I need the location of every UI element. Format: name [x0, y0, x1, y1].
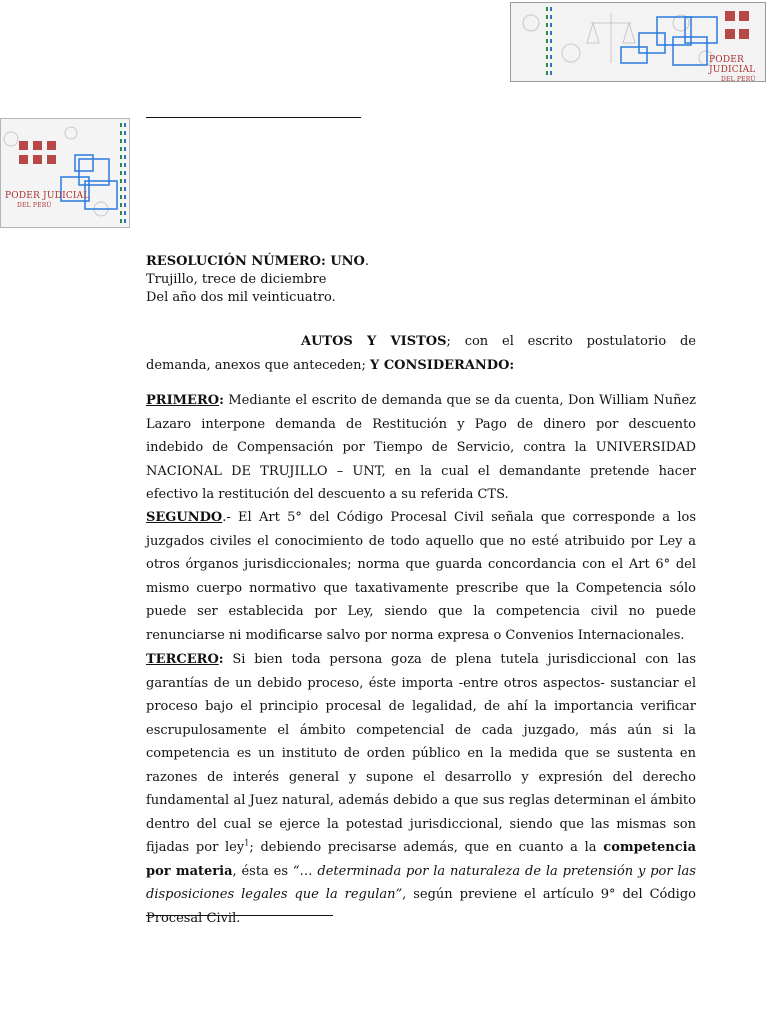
header-rule: [146, 117, 361, 118]
segundo-paragraph: SEGUNDO.- El Art 5° del Código Procesal Civil señala que corresponde a los juzgados civiles el conocimiento de todo aquello que no esté atribuido por Ley a otros órganos jurisdiccionales; norma que guarda concordancia con el Art 6° del mismo cuerpo normativo que taxativamente prescribe que la Competencia sólo puede ser establecida por Ley, siendo que la competencia civil no puede renunciarse ni modificarse salvo por norma expresa o Convenios Internacionales.: [146, 510, 696, 643]
place-date: Trujillo, trece de diciembre: [146, 272, 327, 287]
quote-text: “… determinada por la naturaleza de la pretensión y por las disposiciones legales que la regulan”: [146, 863, 696, 902]
footnote-reference: 1: [244, 838, 250, 848]
primero-paragraph: PRIMERO: Mediante el escrito de demanda que se da cuenta, Don William Nuñez Lazaro interpone demanda de Restitución y Pago de dinero por descuento indebido de Compensación por Tiempo de Servicio, contra la UNIVERSIDAD NACIONAL DE TRUJILLO – UNT, en la cual el demandante pretende hacer efectivo la restitución del descuento a su referida CTS.: [146, 393, 696, 502]
logo-line1: PODER JUDICIAL: [709, 55, 756, 75]
footnote-separator: [146, 915, 333, 916]
logo-line2: DEL PERÚ: [17, 202, 52, 209]
autos-y-vistos-paragraph: AUTOS Y VISTOS; con el escrito postulatorio de demanda, anexos que anteceden; Y CONSIDERANDO:: [146, 334, 696, 373]
poder-judicial-logo-top: [510, 2, 766, 82]
primero-label: PRIMERO: [146, 393, 220, 408]
logo-line2: DEL PERÚ: [721, 76, 756, 83]
logo-text: [709, 55, 765, 85]
poder-judicial-logo-left: [0, 118, 130, 228]
competencia-por-materia: competencia por materia: [146, 840, 696, 879]
logo-line1: PODER JUDICIAL: [5, 191, 90, 201]
autos-lead: AUTOS Y VISTOS: [301, 334, 447, 349]
tercero-paragraph: TERCERO: Si bien toda persona goza de plena tutela jurisdiccional con las garantías de un debido proceso, éste importa -entre otros aspectos- sustanciar el proceso bajo el principio procesal de legalidad, de ahí la importancia verificar escrupulosamente el ámbito competencial de cada juzgado, más aún si la competencia es un instituto de orden público en la medida que se sustenta en razones de interés general y supone el desarrollo y expresión del derecho fundamental al Juez natural, además debido a que sus reglas determinan el ámbito dentro del cual se ejerce la potestad jurisdiccional, siendo que las mismas son fijadas por ley$^1$; debiendo precisarse además, que en cuanto a la competencia por materia, ésta es “… determinada por la naturaleza de la pretensión y por las disposiciones legales que la regulan”, según previene el artículo 9° del Código Procesal Civil.: [146, 652, 696, 926]
year-line: Del año dos mil veinticuatro.: [146, 290, 336, 305]
segundo-label: SEGUNDO: [146, 510, 223, 525]
resolution-number: RESOLUCIÓN NÚMERO: UNO.: [146, 254, 370, 269]
considerando-label: Y CONSIDERANDO:: [370, 357, 515, 373]
resolution-header: [146, 253, 696, 307]
logo-text-left: [5, 191, 90, 211]
tercero-label: TERCERO: [146, 652, 219, 667]
